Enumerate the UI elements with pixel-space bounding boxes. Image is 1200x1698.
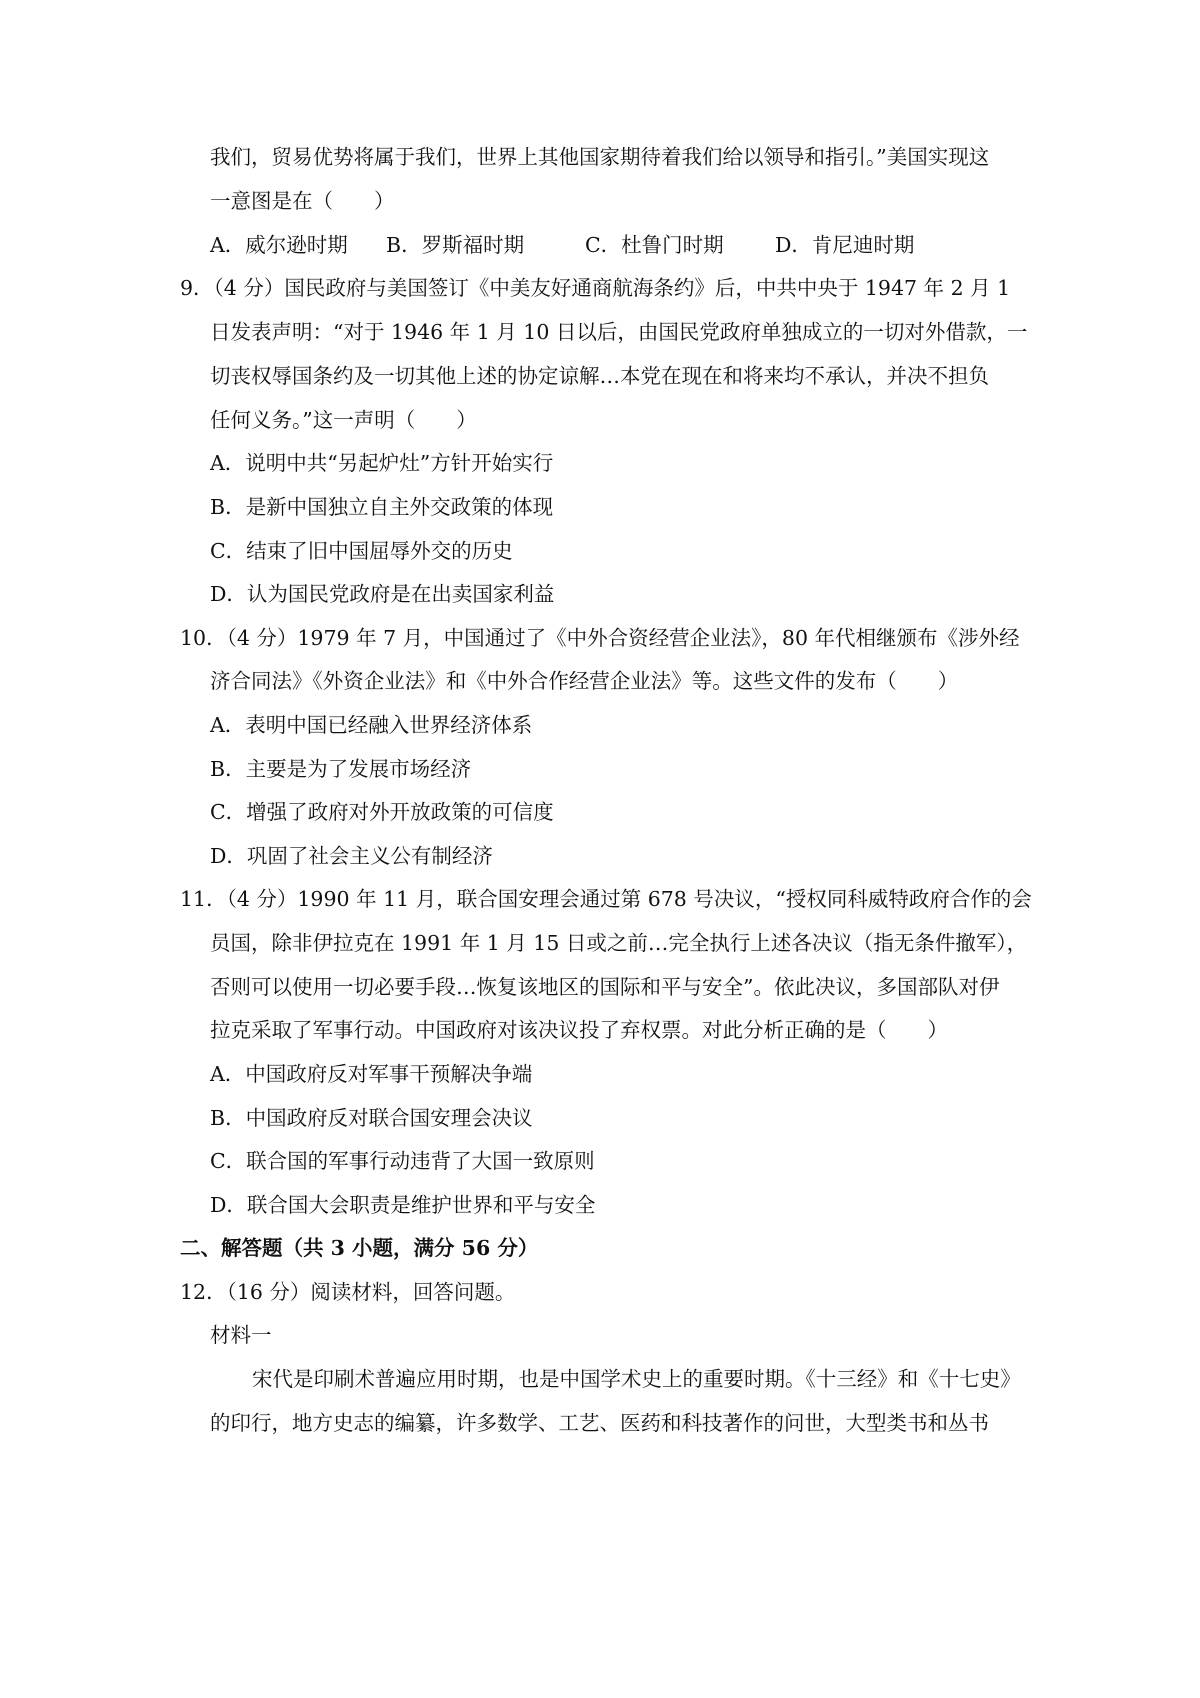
q10-stem-line-2: 济合同法》《外资企业法》和《中外合作经营企业法》等。这些文件的发布（ ） [210, 669, 959, 693]
q12-material-line-1: 宋代是印刷术普遍应用时期，也是中国学术史上的重要时期。《十三经》和《十七史》 [252, 1367, 1021, 1391]
q10-stem-line-1: 10．（4 分）1979 年 7 月，中国通过了《中外合资经营企业法》，80 年代相继颁布《涉外经 [180, 626, 1020, 650]
q11-stem-line-1: 11．（4 分）1990 年 11 月，联合国安理会通过第 678 号决议，“授权同科威特政府合作的会 [180, 887, 1032, 911]
q10-option-b: B．主要是为了发展市场经济 [210, 757, 472, 781]
q11-option-b: B．中国政府反对联合国安理会决议 [210, 1106, 533, 1130]
q9-option-a: A．说明中共“另起炉灶”方针开始实行 [210, 451, 554, 475]
q10-option-a: A．表明中国已经融入世界经济体系 [210, 713, 533, 737]
q9-option-b: B．是新中国独立自主外交政策的体现 [210, 495, 554, 519]
q10-option-d: D．巩固了社会主义公有制经济 [210, 844, 493, 868]
q11-stem-line-4: 拉克采取了军事行动。中国政府对该决议投了弃权票。对此分析正确的是（ ） [210, 1018, 948, 1042]
q8-option-b: B．罗斯福时期 [386, 233, 525, 257]
q9-stem-line-2: 日发表声明：“对于 1946 年 1 月 10 日以后，由国民党政府单独成立的一切对外借款，一 [210, 320, 1028, 344]
q11-option-a: A．中国政府反对军事干预解决争端 [210, 1062, 533, 1086]
q8-stem-line-1: 我们，贸易优势将属于我们，世界上其他国家期待着我们给以领导和指引。”美国实现这 [210, 145, 990, 169]
q11-stem-line-2: 员国，除非伊拉克在 1991 年 1 月 15 日或之前…完全执行上述各决议（指无条件撤军）， [210, 931, 1028, 955]
q9-stem-line-1: 9．（4 分）国民政府与美国签订《中美友好通商航海条约》后，中共中央于 1947 年 2 月 1 [180, 276, 1011, 300]
q8-option-a: A．威尔逊时期 [210, 233, 348, 257]
q12-material-line-2: 的印行，地方史志的编纂，许多数学、工艺、医药和科技著作的问世，大型类书和丛书 [210, 1411, 989, 1435]
q10-option-c: C．增强了政府对外开放政策的可信度 [210, 800, 554, 824]
q9-stem-line-3: 切丧权辱国条约及一切其他上述的协定谅解…本党在现在和将来均不承认，并决不担负 [210, 364, 989, 388]
section-heading: 二、解答题（共 3 小题，满分 56 分） [180, 1236, 539, 1260]
q9-option-d: D．认为国民党政府是在出卖国家利益 [210, 582, 555, 606]
q9-option-c: C．结束了旧中国屈辱外交的历史 [210, 539, 513, 563]
q11-option-d: D．联合国大会职责是维护世界和平与安全 [210, 1193, 596, 1217]
q8-stem-line-2: 一意图是在（ ） [210, 189, 395, 213]
q8-option-d: D．肯尼迪时期 [775, 233, 915, 257]
q11-option-c: C．联合国的军事行动违背了大国一致原则 [210, 1149, 595, 1173]
q12-material-label: 材料一 [210, 1323, 272, 1347]
q8-option-c: C．杜鲁门时期 [585, 233, 724, 257]
q9-stem-line-4: 任何义务。”这一声明（ ） [210, 408, 477, 432]
q11-stem-line-3: 否则可以使用一切必要手段…恢复该地区的国际和平与安全”。依此决议，多国部队对伊 [210, 975, 1000, 999]
q12-stem: 12．（16 分）阅读材料，回答问题。 [180, 1280, 516, 1304]
